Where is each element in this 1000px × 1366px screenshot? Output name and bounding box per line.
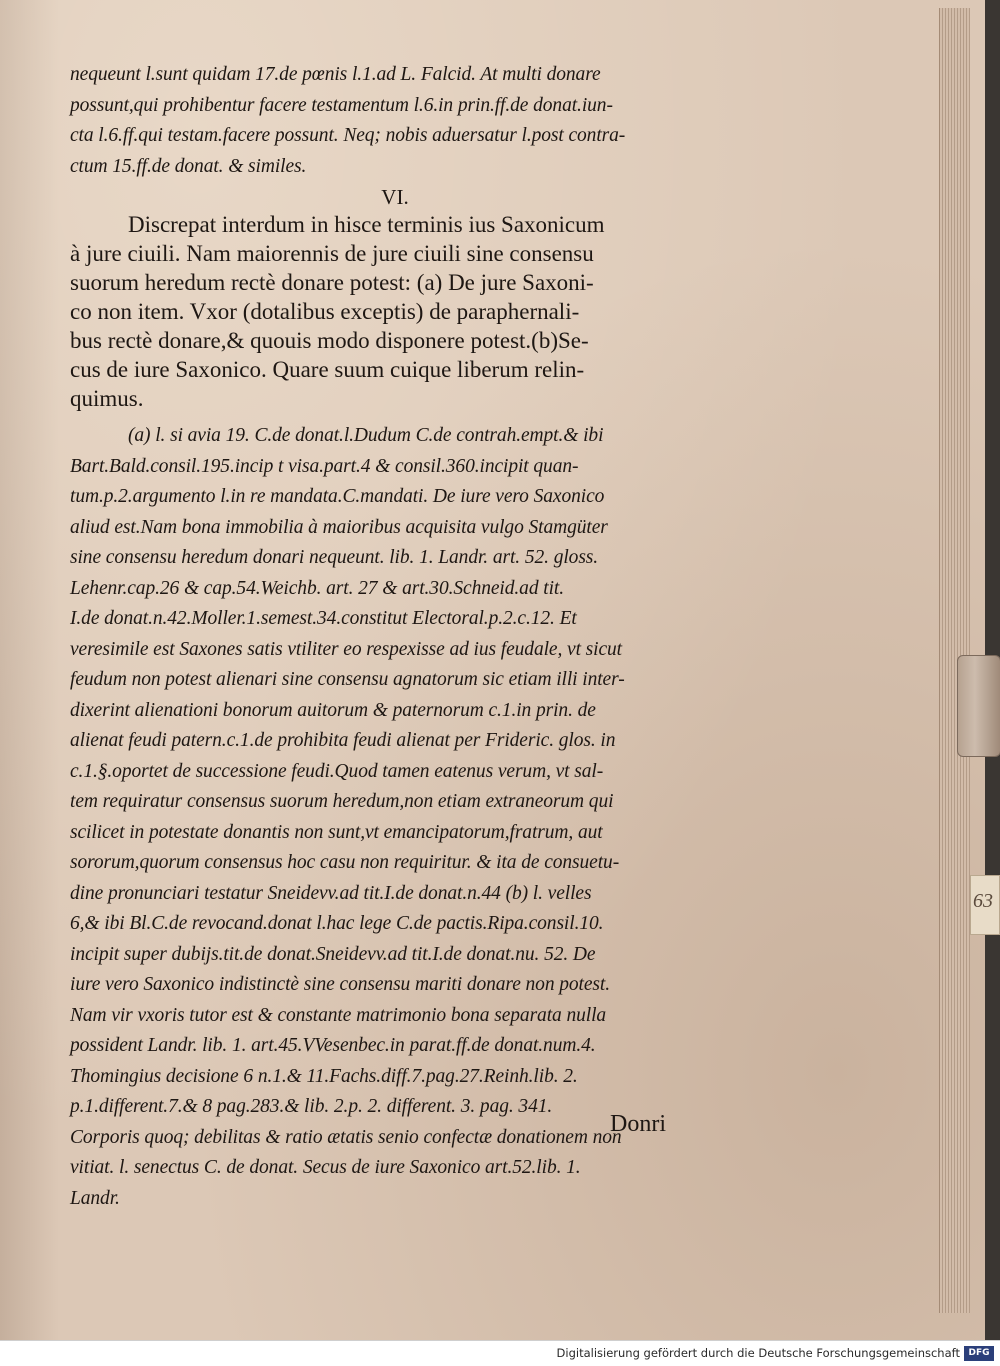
section-number: VI. — [381, 185, 409, 209]
text-line: Discrepat interdum in hisce terminis ius Saxonicum — [128, 212, 605, 237]
text-block — [70, 60, 720, 1214]
text-line: bus rectè donare,& quouis modo disponere potest.(b)Se- — [70, 328, 589, 353]
dfg-logo: DFG — [964, 1346, 994, 1361]
note-line: Bart.Bald.consil.195.incip t visa.part.4 & consil.360.incipit quan- — [70, 455, 579, 477]
note-line: I.de donat.n.42.Moller.1.semest.34.constitut Electoral.p.2.c.12. Et — [70, 608, 577, 629]
footnotes — [70, 421, 720, 1214]
note-line: vitiat. l. senectus C. de donat. Secus de iure Saxonico art.52.lib. 1. — [70, 1157, 581, 1178]
note-line: Nam vir vxoris tutor est & constante matrimonio bona separata nulla — [70, 1004, 607, 1026]
note-line: tum.p.2.argumento l.in re mandata.C.mandati. De iure vero Saxonico — [70, 486, 605, 507]
page-clip — [957, 655, 1000, 757]
note-line: feudum non potest alienari sine consensu agnatorum sic etiam illi inter- — [70, 669, 625, 690]
text-line: cus de iure Saxonico. Quare suum cuique liberum relin- — [70, 357, 585, 382]
margin-number: 63 — [973, 890, 993, 912]
note-line: possident Landr. lib. 1. art.45.VVesenbec.in parat.ff.de donat.num.4. — [70, 1035, 596, 1056]
text-line: co non item. Vxor (dotalibus exceptis) de paraphernali- — [70, 299, 580, 324]
note-line: Corporis quoq; debilitas & ratio ætatis senio confectæ donationem non — [70, 1126, 622, 1148]
catchword: Donri — [610, 1111, 666, 1137]
text-line: quimus. — [70, 386, 144, 411]
note-line: incipit super dubijs.tit.de donat.Sneidevv.ad tit.I.de donat.nu. 52. De — [70, 943, 596, 965]
text-line: cta l.6.ff.qui testam.facere possunt. Neq; nobis aduersatur l.post contra- — [70, 125, 626, 146]
note-line: Landr. — [70, 1187, 120, 1209]
opening-paragraph — [70, 60, 720, 182]
note-line: sororum,quorum consensus hoc casu non requiritur. & ita de consuetu- — [70, 852, 620, 873]
text-line: possunt,qui prohibentur facere testamentum l.6.in prin.ff.de donat.iun- — [70, 94, 613, 116]
note-line: tem requiratur consensus suorum heredum,non etiam extraneorum qui — [70, 791, 614, 812]
note-line: dixerint alienationi bonorum auitorum & paternorum c.1.in prin. de — [70, 699, 596, 721]
text-line: à jure ciuili. Nam maiorennis de jure ciuili sine consensu — [70, 241, 594, 266]
text-line: suorum heredum rectè donare potest: (a) De jure Saxoni- — [70, 270, 594, 295]
funding-notice: Digitalisierung gefördert durch die Deutsche Forschungsgemeinschaft — [556, 1346, 960, 1360]
text-line: nequeunt l.sunt quidam 17.de pœnis l.1.ad L. Falcid. At multi donare — [70, 64, 601, 85]
note-line: (a) l. si avia 19. C.de donat.l.Dudum C.de contrah.empt.& ibi — [128, 425, 604, 446]
footer-bar — [0, 1340, 1000, 1366]
note-line: p.1.different.7.& 8 pag.283.& lib. 2.p. 2. different. 3. pag. 341. — [70, 1096, 553, 1117]
margin-number-tag — [970, 875, 1000, 935]
note-line: Lehenr.cap.26 & cap.54.Weichb. art. 27 & art.30.Schneid.ad tit. — [70, 577, 564, 599]
note-line: alienat feudi patern.c.1.de prohibita feudi alienat per Frideric. glos. in — [70, 730, 616, 751]
note-line: dine pronunciari testatur Sneidevv.ad tit.I.de donat.n.44 (b) l. velles — [70, 882, 592, 904]
note-line: Thomingius decisione 6 n.1.& 11.Fachs.diff.7.pag.27.Reinh.lib. 2. — [70, 1065, 578, 1087]
text-line: ctum 15.ff.de donat. & similes. — [70, 155, 307, 177]
note-line: sine consensu heredum donari nequeunt. lib. 1. Landr. art. 52. gloss. — [70, 547, 599, 568]
note-line: aliud est.Nam bona immobilia à maioribus acquisita vulgo Stamgüter — [70, 516, 608, 538]
note-line: c.1.§.oportet de successione feudi.Quod tamen eatenus verum, vt sal- — [70, 760, 604, 782]
note-line: veresimile est Saxones satis vtiliter eo respexisse ad ius feudale, vt sicut — [70, 638, 622, 660]
main-paragraph — [70, 210, 720, 413]
note-line: 6,& ibi Bl.C.de revocand.donat l.hac lege C.de pactis.Ripa.consil.10. — [70, 913, 604, 934]
note-line: iure vero Saxonico indistinctè sine consensu mariti donare non potest. — [70, 974, 611, 995]
note-line: scilicet in potestate donantis non sunt,vt emancipatorum,fratrum, aut — [70, 821, 603, 843]
